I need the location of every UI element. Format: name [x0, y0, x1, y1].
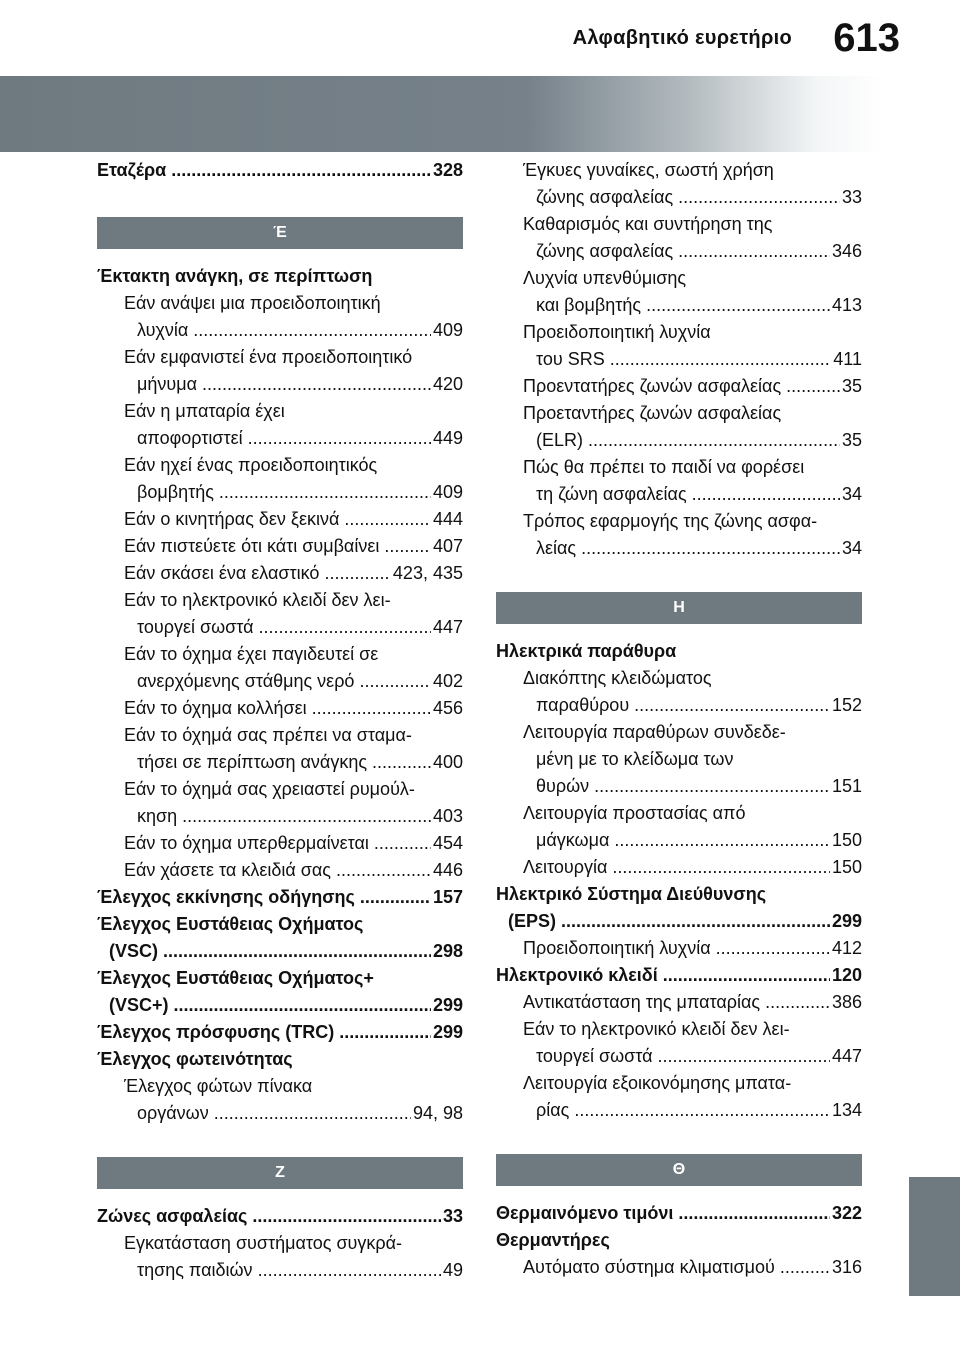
- index-subentry: Εάν ο κινητήρας δεν ξεκινά ..... 444: [97, 506, 463, 533]
- index-subentry: τουργεί σωστά ..... 447: [496, 1043, 862, 1070]
- index-subentry: Εάν η μπαταρία έχει: [124, 401, 285, 421]
- index-entry: Έλεγχος Ευστάθειας Οχήματος+: [97, 968, 374, 988]
- index-subentry: Τρόπος εφαρμογής της ζώνης ασφα-: [523, 511, 818, 531]
- section-header: Η: [496, 592, 862, 624]
- index-entry: Ηλεκτρικά παράθυρα: [496, 641, 677, 661]
- index-subentry: Πώς θα πρέπει το παιδί να φορέσει: [523, 457, 805, 477]
- index-subentry: Εάν το όχημα υπερθερμαίνεται ..... 454: [97, 830, 463, 857]
- index-subentry: Έγκυες γυναίκες, σωστή χρήση: [523, 160, 774, 180]
- index-subentry: Λειτουργία εξοικονόμησης μπατα-: [523, 1073, 792, 1093]
- index-entry: Θερμαντήρες: [496, 1230, 610, 1250]
- index-subentry: αποφορτιστεί ..... 449: [97, 425, 463, 452]
- index-entry: (VSC+) ..... 299: [97, 992, 463, 1019]
- index-subentry: μάγκωμα ..... 150: [496, 827, 862, 854]
- index-subentry: ανερχόμενης στάθμης νερό ..... 402: [97, 668, 463, 695]
- index-subentry: Εάν ανάψει μια προειδοποιητική: [124, 293, 381, 313]
- page-number: 613: [833, 16, 900, 60]
- chapter-side-tab: [909, 1177, 960, 1296]
- index-subentry: ζώνης ασφαλείας ..... 33: [496, 184, 862, 211]
- header-banner: [0, 76, 960, 152]
- index-subentry: Προεντατήρες ζωνών ασφαλείας ..... 35: [496, 373, 862, 400]
- index-subentry: Εάν σκάσει ένα ελαστικό ..... 423, 435: [97, 560, 463, 587]
- index-subentry: Εάν το όχημα κολλήσει ..... 456: [97, 695, 463, 722]
- index-subentry: τήσει σε περίπτωση ανάγκης ..... 400: [97, 749, 463, 776]
- index-subentry: οργάνων ..... 94, 98: [97, 1100, 463, 1127]
- index-entry: Έλεγχος πρόσφυσης (TRC) ..... 299: [97, 1019, 463, 1046]
- index-subentry: Έλεγχος φώτων πίνακα: [124, 1076, 313, 1096]
- index-subentry: Εάν το όχημά σας χρειαστεί ρυμούλ-: [124, 779, 415, 799]
- index-subentry: λείας ..... 34: [496, 535, 862, 562]
- index-subentry: του SRS ..... 411: [496, 346, 862, 373]
- index-entry: Εταζέρα ..... 328: [97, 157, 463, 184]
- index-subentry: ζώνης ασφαλείας ..... 346: [496, 238, 862, 265]
- index-subentry: Εάν το όχημα έχει παγιδευτεί σε: [124, 644, 379, 664]
- index-subentry: τη ζώνη ασφαλείας ..... 34: [496, 481, 862, 508]
- index-subentry: Διακόπτης κλειδώματος: [523, 668, 712, 688]
- index-subentry: Προεταντήρες ζωνών ασφαλείας: [523, 403, 782, 423]
- index-entry: (VSC) ..... 298: [97, 938, 463, 965]
- index-entry: Θερμαινόμενο τιμόνι ..... 322: [496, 1200, 862, 1227]
- index-subentry: Αντικατάσταση της μπαταρίας ..... 386: [496, 989, 862, 1016]
- index-subentry: τησης παιδιών ..... 49: [97, 1257, 463, 1284]
- index-entry: Ηλεκτρικό Σύστημα Διεύθυνσης: [496, 884, 767, 904]
- index-subentry: θυρών ..... 151: [496, 773, 862, 800]
- index-entry: Ζώνες ασφαλείας ..... 33: [97, 1203, 463, 1230]
- index-subentry: Λυχνία υπενθύμισης: [523, 268, 687, 288]
- index-subentry: Λειτουργία προστασίας από: [523, 803, 746, 823]
- index-entry: Έλεγχος εκκίνησης οδήγησης ..... 157: [97, 884, 463, 911]
- header-title: Αλφαβητικό ευρετήριο: [572, 27, 792, 49]
- index-entry: Ηλεκτρονικό κλειδί ..... 120: [496, 962, 862, 989]
- index-subentry: Εάν ηχεί ένας προειδοποιητικός: [124, 455, 378, 475]
- index-subentry: Εάν εμφανιστεί ένα προειδοποιητικό: [124, 347, 413, 367]
- index-subentry: μήνυμα ..... 420: [97, 371, 463, 398]
- section-header: Θ: [496, 1154, 862, 1186]
- index-subentry: Εάν το ηλεκτρονικό κλειδί δεν λει-: [523, 1019, 790, 1039]
- index-entry: Έλεγχος φωτεινότητας: [97, 1049, 293, 1069]
- index-column-left: [97, 152, 463, 1284]
- index-subentry: τουργεί σωστά ..... 447: [97, 614, 463, 641]
- index-subentry: (ELR) ..... 35: [496, 427, 862, 454]
- index-subentry: Εάν το όχημά σας πρέπει να σταμα-: [124, 725, 412, 745]
- index-entry: (EPS) ..... 299: [496, 908, 862, 935]
- index-subentry: λυχνία ..... 409: [97, 317, 463, 344]
- index-subentry: Λειτουργία παραθύρων συνδεδε-: [523, 722, 786, 742]
- index-entry: Έκτακτη ανάγκη, σε περίπτωση: [97, 266, 373, 286]
- index-subentry: Καθαρισμός και συντήρηση της: [523, 214, 773, 234]
- index-subentry: Εγκατάσταση συστήματος συγκρά-: [124, 1233, 403, 1253]
- index-subentry: Προειδοποιητική λυχνία ..... 412: [496, 935, 862, 962]
- index-subentry: Εάν χάσετε τα κλειδιά σας ..... 446: [97, 857, 463, 884]
- index-subentry: Εάν το ηλεκτρονικό κλειδί δεν λει-: [124, 590, 391, 610]
- section-header: Ζ: [97, 1157, 463, 1189]
- section-header: Έ: [97, 217, 463, 249]
- index-subentry: Εάν πιστεύετε ότι κάτι συμβαίνει ..... 407: [97, 533, 463, 560]
- index-subentry: Αυτόματο σύστημα κλιματισμού ..... 316: [496, 1254, 862, 1281]
- index-subentry: Λειτουργία ..... 150: [496, 854, 862, 881]
- index-column-right: [496, 152, 862, 1281]
- index-subentry: μένη με το κλείδωμα των: [536, 749, 734, 769]
- index-entry: Έλεγχος Ευστάθειας Οχήματος: [97, 914, 364, 934]
- index-subentry: παραθύρου ..... 152: [496, 692, 862, 719]
- index-subentry: ρίας ..... 134: [496, 1097, 862, 1124]
- index-subentry: Προειδοποιητική λυχνία: [523, 322, 711, 342]
- index-subentry: βομβητής ..... 409: [97, 479, 463, 506]
- index-subentry: και βομβητής ..... 413: [496, 292, 862, 319]
- index-subentry: κηση ..... 403: [97, 803, 463, 830]
